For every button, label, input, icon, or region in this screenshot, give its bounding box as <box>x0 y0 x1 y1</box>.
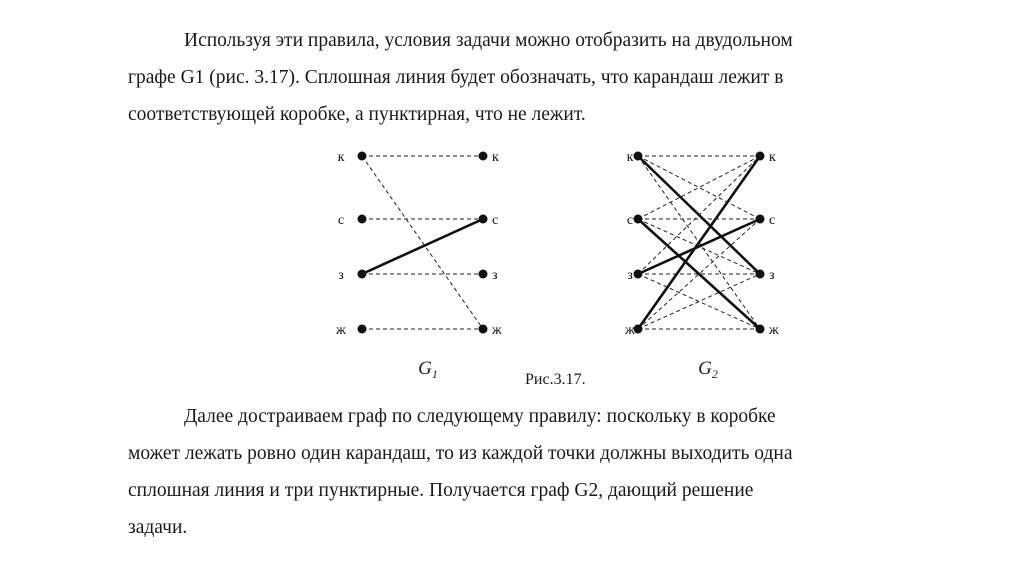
left-vertex-label: к <box>337 150 345 165</box>
right-vertex <box>479 215 488 224</box>
right-vertex <box>756 215 765 224</box>
left-vertex <box>634 325 643 334</box>
right-vertex <box>756 152 765 161</box>
left-vertex-label: з <box>627 268 633 283</box>
left-vertex <box>358 270 367 279</box>
left-vertex-label: з <box>338 268 344 283</box>
right-vertex-label: ж <box>492 323 502 338</box>
graph-title-subscript: 1 <box>431 367 438 381</box>
left-vertex-label: с <box>337 213 345 228</box>
graph-title-subscript: 2 <box>711 367 718 381</box>
graph-2 <box>624 150 779 381</box>
left-vertex <box>358 325 367 334</box>
text-line: Далее достраиваем граф по следующему правилу: поскольку в коробке <box>184 406 776 427</box>
text-line: может лежать ровно один карандаш, то из каждой точки должны выходить одна <box>128 443 793 464</box>
text-line: графе G1 (рис. 3.17). Сплошная линия будет обозначать, что карандаш лежит в <box>128 67 784 88</box>
dashed-edge <box>362 156 483 329</box>
right-vertex-label: ж <box>769 323 779 338</box>
text-line: задачи. <box>128 517 188 538</box>
right-vertex-label: з <box>769 268 775 283</box>
left-vertex <box>634 270 643 279</box>
graph-title: $G_2$ <box>698 358 718 381</box>
left-vertex <box>358 152 367 161</box>
conclusion-paragraph <box>128 398 898 546</box>
left-vertex <box>634 215 643 224</box>
right-vertex <box>756 325 765 334</box>
text-line: Используя эти правила, условия задачи можно отобразить на двудольном <box>184 30 793 51</box>
right-vertex <box>479 325 488 334</box>
left-vertex-label: ж <box>625 323 635 338</box>
left-vertex-label: ж <box>336 323 346 338</box>
right-vertex-label: к <box>769 150 776 165</box>
right-vertex-label: з <box>492 268 498 283</box>
figure-caption: Рис.3.17. <box>525 371 586 388</box>
right-vertex <box>756 270 765 279</box>
right-vertex-label: с <box>492 213 499 228</box>
graph-title: $G_1$ <box>418 358 438 381</box>
right-vertex-label: с <box>769 213 776 228</box>
left-vertex-label: к <box>626 150 634 165</box>
left-vertex <box>634 152 643 161</box>
right-vertex-label: к <box>492 150 499 165</box>
graph-1 <box>335 150 502 381</box>
right-vertex <box>479 152 488 161</box>
text-line: соответствующей коробке, а пунктирная, что не лежит. <box>128 104 586 125</box>
solid-edge <box>638 156 760 274</box>
solid-edge <box>362 219 483 274</box>
right-vertex <box>479 270 488 279</box>
left-vertex-label: с <box>626 213 634 228</box>
left-vertex <box>358 215 367 224</box>
text-line: сплошная линия и три пунктирные. Получается граф G2, дающий решение <box>128 480 754 501</box>
